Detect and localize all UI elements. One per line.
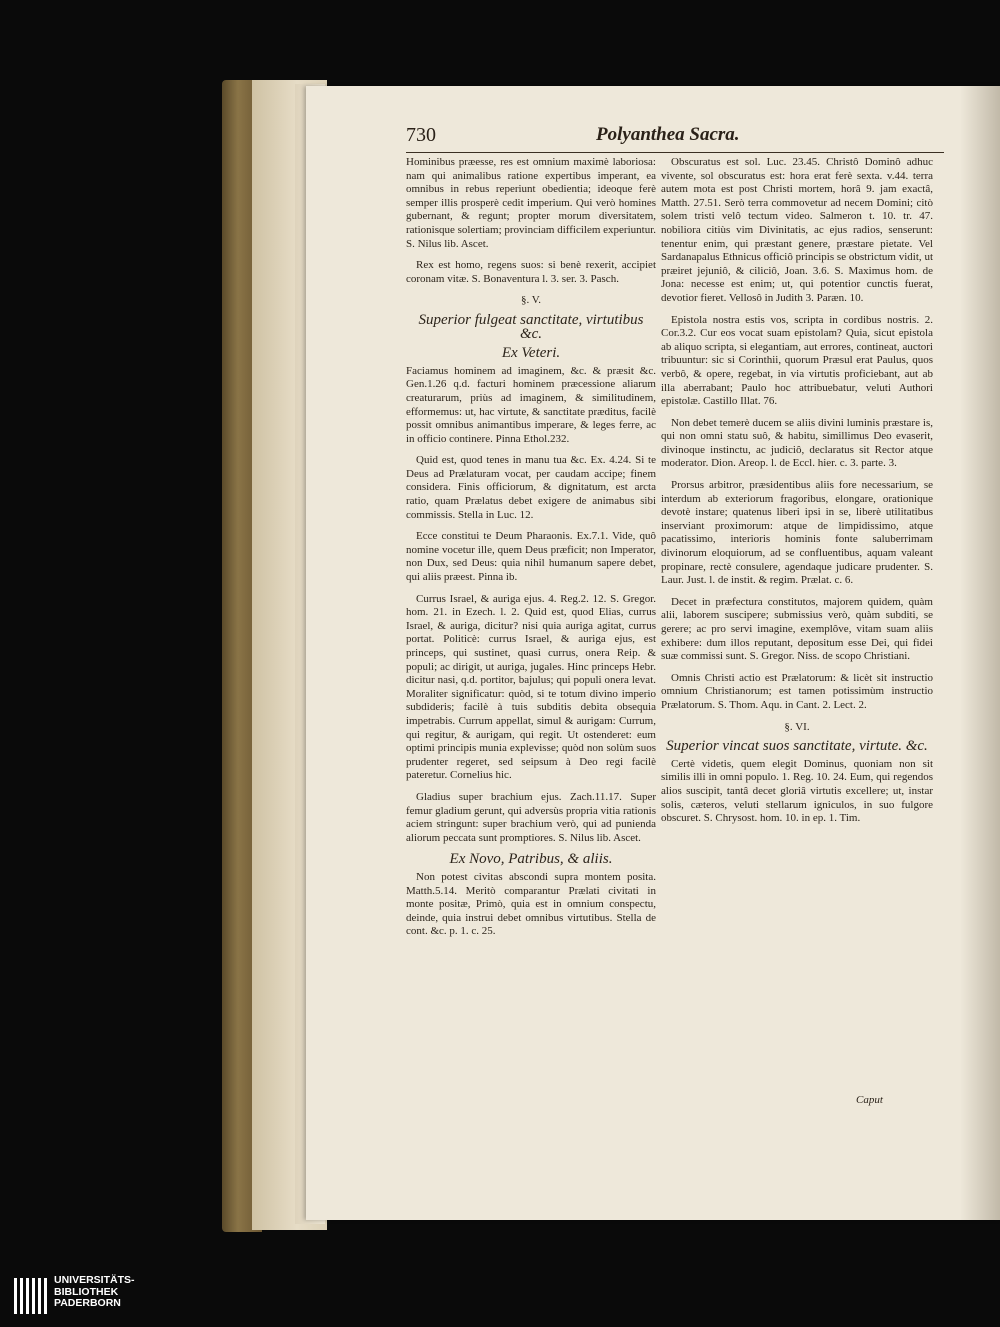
section-mark: §. VI.: [784, 720, 810, 733]
page-header: [406, 124, 976, 152]
catchword: Caput: [856, 1094, 883, 1106]
subheading: Ex Veteri.: [501, 345, 561, 362]
logo-line: UNIVERSITÄTS-: [54, 1274, 135, 1286]
paragraph: Rex est homo, regens suos: si benè rexerit, accipiet coronam vitæ. S. Bonaventura l. 3. ser. 3. Pasch.: [406, 259, 656, 285]
paragraph: Ecce constitui te Deum Pharaonis. Ex.7.1. Vide, quô nomine vocetur ille, quem Deus præficit; non Imperator, non Dux, sed Deus: quia nihil humanum sapere debet, qui aliis præest. Pinna ib.: [406, 530, 656, 584]
left-column: [406, 156, 656, 947]
paragraph: Currus Israel, & auriga ejus. 4. Reg.2. 12. S. Gregor. hom. 21. in Ezech. l. 2. Quid est, quod Elias, currus Israel, & auriga, dicitur? nisi quia auriga agitat, currus portat. Politicè: currus Israel, & auriga ejus, est princeps, qui sustinet, quasi currus, onera Reip. & populi; ac dirigit, ut auriga, jugales. Hinc princeps Hebr. dicitur nasi, q.d. portitor, bajulus; qui populi onera levat. Moraliter significatur: quòd, si te totum divino imperio subdideris; facilè à tuis subditis debita obsequia impetrabis. Currum appellat, simul & aurigam: Currum, qui regitur, & aurigam, qui regit. Ut ostenderet: eum optimi principis munia explevisse; quòd non solùm suos prudenter regeret, sed seipsum à Deo regi facilè pateretur. Cornelius hic.: [406, 592, 656, 782]
book-page: [306, 86, 1000, 1220]
logo-line: BIBLIOTHEK: [54, 1285, 119, 1298]
paragraph: Prorsus arbitror, præsidentibus aliis fore necessarium, se interdum ab exteriorum fragoribus, elongare, orationique devotè instare; quatenus liberi ipsi in se, liberè utilitatibus inserviant proximorum: atque de limpidissimo, atque pacatissimo, interioris hominis fonte saluberrimam divinorum eloquiorum, ad se confluentibus, aquam valeant propinare, rectè consulere, agendaque judicare prudenter. S. Laur. Just. l. de instit. & regim. Prælat. c. 6.: [661, 479, 933, 587]
section-title: Superior fulgeat sanctitate, virtutibus &c.: [418, 311, 644, 342]
paragraph: Obscuratus est sol. Luc. 23.45. Christô Dominô adhuc vivente, sol obscuratus est: hora erat ferè sexta. v.44. terra autem mota est post Christi mortem, horâ 9. jam exactâ, Matth. 27.51. Serò terra commovetur ad necem Domini; citò solem tristi velô tectum video. Salmeron t. 10. tr. 47. nobiliora citiùs vim Divinitatis, ac ejus radios, senserunt: tenentur enim, qui præstant genere, præstare pietate. Vel Sardanapalus Ethnicus officiô principis se obstrictum vidit, ut præiret jejuniô, & ciliciô, Joan. 3.6. S. Maximus hom. de Jona: necesse est enim; ut, qui potentior cunctis fuerat, devotior fieret. Vellosô in Judith 3. Paræn. 10.: [661, 156, 933, 304]
section-mark: §. V.: [520, 294, 542, 307]
page-gutter-shadow: [960, 86, 1000, 1220]
page-number: 730: [406, 124, 436, 146]
paragraph: Non debet temerè ducem se aliis divini luminis præstare is, qui non omni statu suô, & habitu, simillimus Deo evaserit, divinoque instinctu, ac judiciô, declaratus sit Rector atque moderator. Dion. Areop. l. de Eccl. hier. c. 3. parte. 3.: [661, 416, 933, 470]
library-name: [54, 1275, 135, 1310]
paragraph: Certè videtis, quem elegit Dominus, quoniam non sit similis illi in omni populo. 1. Reg. 10. 24. Eum, qui regendos alios suscipit, tantâ decet gloriâ virtutis excellere; ut, instar solis, cæteros, veluti stellarum igniculos, in suo fulgore obscuret. S. Chrysost. hom. 10. in ep. 1. Tim.: [661, 757, 933, 825]
library-logo: [14, 1272, 174, 1318]
paragraph: Non potest civitas abscondi supra montem posita. Matth.5.14. Meritò comparantur Prælati civitati in monte positæ, Primò, quia est in omnium conspectu, deinde, quia instrui debet omnibus virtutibus. Stella de cont. &c. p. 1. c. 25.: [406, 870, 656, 938]
paragraph: Epistola nostra estis vos, scripta in cordibus nostris. 2. Cor.3.2. Cur eos vocat suam epistolam? Quia, sicut epistola ab aliquo scripta, si elegantiam, aut errores, contineat, auctori tribuuntur: sic si Corinthii, quorum Præsul erat Paulus, quos verbô, & opere, regebat, in via virtutis proficiebant, aut ab illa aberrabant; Paulo hoc attribuebatur, veluti Authori epistolæ. Castillo Illat. 76.: [661, 313, 933, 408]
right-column: [661, 156, 933, 834]
paragraph: Faciamus hominem ad imaginem, &c. & præsit &c. Gen.1.26 q.d. facturi hominem præcessione aliarum creaturarum, priùs ad imaginem, & similitudinem, efformemus: ut, hac virtute, & sanctitate præditus, facilè possit omnibus animantibus imperare, & leges ferre, ac in officio continere. Pinna Ethol.232.: [406, 364, 656, 445]
paragraph: Decet in præfectura constitutos, majorem quidem, quàm alii, laborem suscipere; submissius verò, quàm subditi, se gerere; ac pro servi imagine, exemplôve, vitam suam aliis exhibere: dum illos reputant, depositum esse Dei, qui fidei suæ commissi sunt. S. Gregor. Niss. de scopo Christiani.: [661, 595, 933, 663]
running-title: Polyanthea Sacra.: [596, 124, 740, 145]
paragraph: Hominibus præesse, res est omnium maximè laboriosa: nam qui animalibus ratione expertibus imperant, ea omnibus in rebus reperiunt obedientia; ideoque ferè semper illis prosperè cedit imperium. Qui verò homines gubernant, & regunt; propter morum diversitatem, rationisque solertiam; provinciam difficilem experiuntur. S. Nilus lib. Ascet.: [406, 156, 656, 250]
subheading: Ex Novo, Patribus, & aliis.: [449, 851, 613, 868]
paragraph: Quid est, quod tenes in manu tua &c. Ex. 4.24. Si te Deus ad Prælaturam vocat, per caudam accipe; finem considera. Finis officiorum, & dignitatum, est arcta ratio, quam Prælatus debet exigere de animabus sibi commissis. Stella in Luc. 12.: [406, 454, 656, 521]
paragraph: Omnis Christi actio est Prælatorum: & licèt sit instructio omnium Christianorum; est tamen potissimùm instructio Prælatorum. S. Thom. Aqu. in Cant. 2. Lect. 2.: [661, 671, 933, 711]
header-rule: [406, 152, 944, 153]
logo-line: PADERBORN: [54, 1297, 121, 1309]
section-title: Superior vincat suos sanctitate, virtute. &c.: [666, 738, 928, 755]
paragraph: Gladius super brachium ejus. Zach.11.17. Super femur gladium gerunt, qui adversùs propria vitia rationis aciem stringunt: super brachium verò, qui ad punienda aliorum peccata sunt promptiores. S. Nilus lib. Ascet.: [406, 790, 656, 844]
